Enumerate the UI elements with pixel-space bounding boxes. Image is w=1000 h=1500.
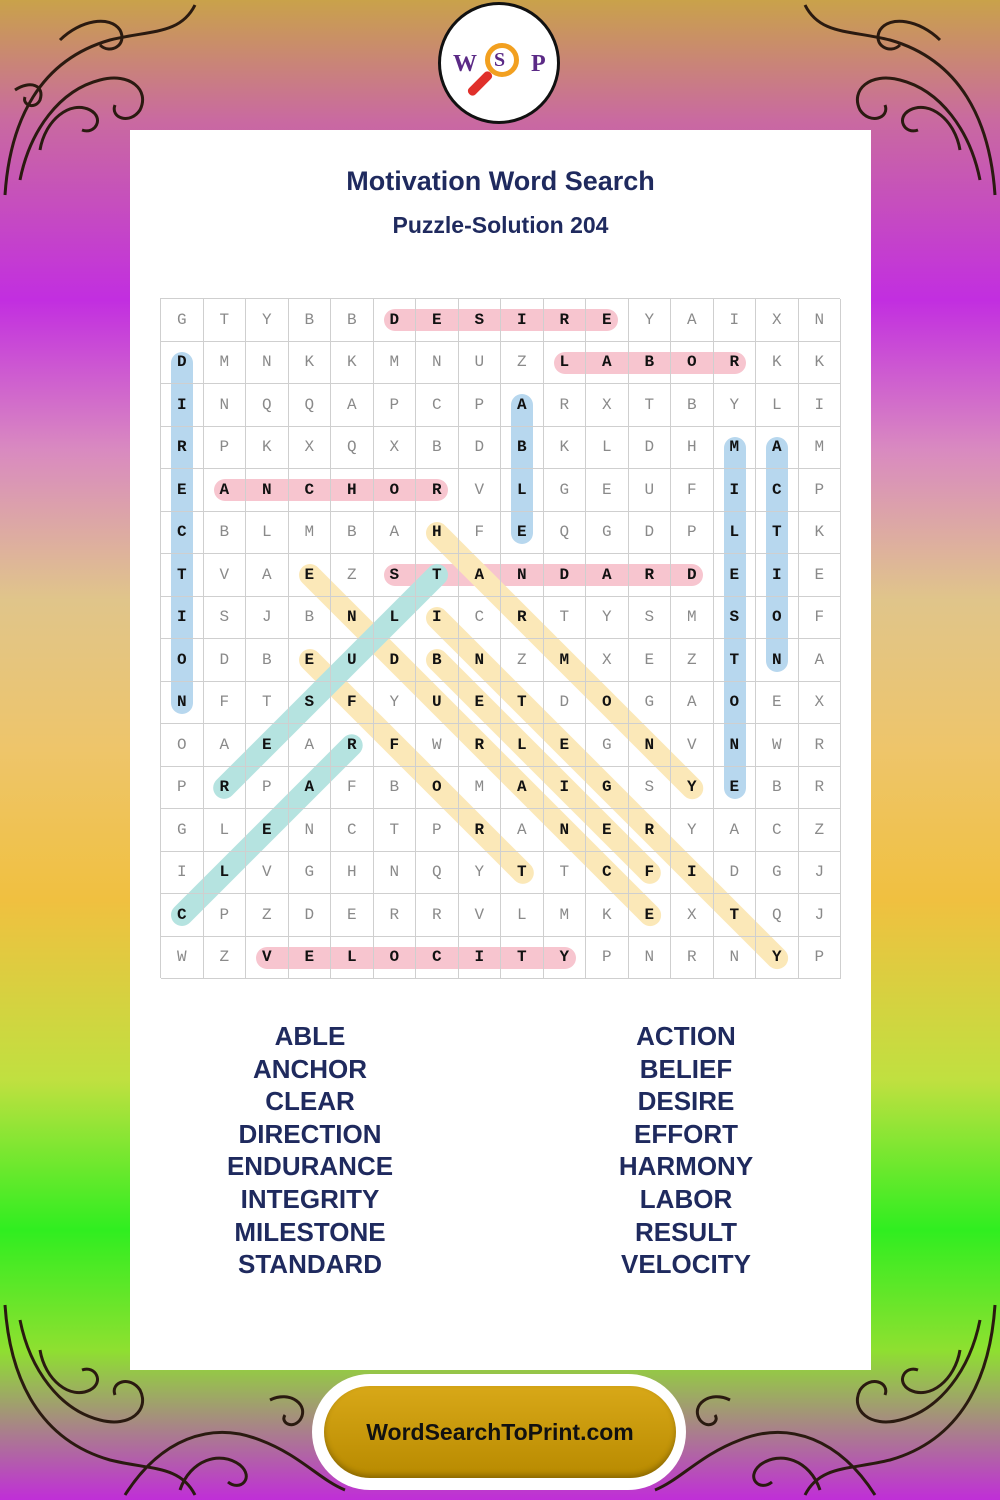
- grid-cell: V: [459, 469, 502, 512]
- grid-cell: Z: [501, 639, 544, 682]
- grid-cell: M: [671, 597, 714, 640]
- grid-cell: G: [629, 682, 672, 725]
- grid-cell: N: [416, 342, 459, 385]
- grid-cell: A: [586, 554, 629, 597]
- grid-cell: R: [544, 384, 587, 427]
- grid-cell: M: [289, 512, 332, 555]
- grid-cell: L: [756, 384, 799, 427]
- grid-cell: D: [629, 427, 672, 470]
- grid-cell: K: [246, 427, 289, 470]
- grid-cell: C: [331, 809, 374, 852]
- grid-cell: X: [799, 682, 842, 725]
- grid-cell: D: [204, 639, 247, 682]
- grid-cell: U: [459, 342, 502, 385]
- grid-cell: D: [161, 342, 204, 385]
- grid-cell: H: [671, 427, 714, 470]
- grid-cell: M: [799, 427, 842, 470]
- grid-cell: Y: [756, 937, 799, 980]
- grid-cell: T: [756, 512, 799, 555]
- grid-cell: F: [204, 682, 247, 725]
- grid-cell: G: [289, 852, 332, 895]
- grid-cell: N: [714, 724, 757, 767]
- word-list-item: ENDURANCE: [226, 1151, 394, 1182]
- grid-cell: A: [586, 342, 629, 385]
- grid-cell: K: [799, 342, 842, 385]
- grid-cell: K: [799, 512, 842, 555]
- grid-cell: F: [671, 469, 714, 512]
- grid-cell: I: [501, 299, 544, 342]
- grid-cell: T: [161, 554, 204, 597]
- grid-cell: F: [629, 852, 672, 895]
- grid-cell: E: [161, 469, 204, 512]
- grid-cell: A: [204, 724, 247, 767]
- grid-cell: T: [544, 597, 587, 640]
- grid-cell: Z: [799, 809, 842, 852]
- grid-cell: P: [799, 469, 842, 512]
- grid-cell: R: [714, 342, 757, 385]
- grid-cell: O: [714, 682, 757, 725]
- grid-cell: E: [459, 682, 502, 725]
- grid-cell: Z: [246, 894, 289, 937]
- grid-cell: A: [671, 299, 714, 342]
- word-list-right: [506, 1020, 866, 1281]
- grid-cell: A: [501, 809, 544, 852]
- grid-cell: O: [161, 724, 204, 767]
- word-list-item: VELOCITY: [620, 1249, 751, 1280]
- grid-cell: A: [289, 767, 332, 810]
- grid-cell: A: [374, 512, 417, 555]
- grid-cell: N: [204, 384, 247, 427]
- grid-cell: L: [374, 597, 417, 640]
- grid-cell: A: [246, 554, 289, 597]
- grid-cell: R: [799, 724, 842, 767]
- grid-cell: A: [331, 384, 374, 427]
- grid-cell: M: [374, 342, 417, 385]
- grid-cell: N: [501, 554, 544, 597]
- grid-cell: E: [714, 554, 757, 597]
- word-list-item: EFFORT: [634, 1118, 738, 1149]
- grid-cell: P: [671, 512, 714, 555]
- grid-cell: B: [289, 299, 332, 342]
- grid-cell: J: [799, 894, 842, 937]
- grid-cell: J: [799, 852, 842, 895]
- grid-cell: U: [331, 639, 374, 682]
- grid-cell: C: [756, 809, 799, 852]
- grid-cell: P: [374, 384, 417, 427]
- letter-grid: [160, 298, 840, 978]
- grid-cell: P: [586, 937, 629, 980]
- grid-cell: R: [204, 767, 247, 810]
- grid-cell: E: [246, 724, 289, 767]
- grid-cell: N: [331, 597, 374, 640]
- grid-cell: M: [459, 767, 502, 810]
- grid-cell: T: [416, 554, 459, 597]
- grid-cell: R: [799, 767, 842, 810]
- grid-cell: C: [416, 384, 459, 427]
- grid-cell: K: [544, 427, 587, 470]
- puzzle-card: [130, 130, 871, 1370]
- grid-cell: T: [544, 852, 587, 895]
- grid-cell: N: [629, 724, 672, 767]
- grid-cell: D: [671, 554, 714, 597]
- grid-cell: E: [289, 554, 332, 597]
- grid-cell: Y: [586, 597, 629, 640]
- grid-cell: G: [586, 512, 629, 555]
- grid-cell: I: [544, 767, 587, 810]
- grid-cell: B: [629, 342, 672, 385]
- grid-cell: H: [331, 852, 374, 895]
- grid-cell: E: [331, 894, 374, 937]
- grid-cell: G: [544, 469, 587, 512]
- grid-cell: O: [416, 767, 459, 810]
- grid-cell: B: [756, 767, 799, 810]
- word-list-item: BELIEF: [639, 1053, 733, 1084]
- grid-cell: X: [374, 427, 417, 470]
- grid-cell: Y: [671, 809, 714, 852]
- grid-cell: B: [501, 427, 544, 470]
- grid-cell: E: [756, 682, 799, 725]
- grid-cell: R: [459, 809, 502, 852]
- grid-cell: V: [204, 554, 247, 597]
- grid-cell: V: [671, 724, 714, 767]
- grid-cell: L: [501, 894, 544, 937]
- grid-cell: E: [289, 639, 332, 682]
- grid-cell: O: [374, 469, 417, 512]
- grid-cell: D: [544, 554, 587, 597]
- grid-cell: D: [289, 894, 332, 937]
- grid-cell: B: [204, 512, 247, 555]
- grid-cell: I: [459, 937, 502, 980]
- grid-cell: A: [671, 682, 714, 725]
- grid-cell: B: [246, 639, 289, 682]
- grid-cell: N: [246, 342, 289, 385]
- grid-cell: O: [671, 342, 714, 385]
- grid-cell: E: [416, 299, 459, 342]
- grid-cell: M: [204, 342, 247, 385]
- grid-cell: F: [799, 597, 842, 640]
- grid-cell: Z: [671, 639, 714, 682]
- grid-cell: W: [756, 724, 799, 767]
- grid-cell: G: [161, 299, 204, 342]
- grid-cell: U: [629, 469, 672, 512]
- grid-cell: L: [204, 852, 247, 895]
- site-logo[interactable]: [438, 2, 560, 124]
- grid-cell: R: [544, 299, 587, 342]
- grid-cell: R: [161, 427, 204, 470]
- grid-cell: C: [161, 512, 204, 555]
- word-list-item: INTEGRITY: [240, 1183, 380, 1214]
- grid-cell: F: [374, 724, 417, 767]
- grid-cell: E: [586, 469, 629, 512]
- grid-cell: N: [161, 682, 204, 725]
- grid-cell: L: [586, 427, 629, 470]
- grid-cell: E: [799, 554, 842, 597]
- grid-cell: Y: [629, 299, 672, 342]
- grid-cell: F: [331, 682, 374, 725]
- grid-cell: D: [459, 427, 502, 470]
- grid-cell: S: [204, 597, 247, 640]
- grid-cell: P: [799, 937, 842, 980]
- grid-cell: A: [501, 384, 544, 427]
- grid-cell: W: [416, 724, 459, 767]
- grid-cell: B: [416, 427, 459, 470]
- grid-cell: H: [416, 512, 459, 555]
- grid-cell: B: [416, 639, 459, 682]
- grid-cell: H: [331, 469, 374, 512]
- page-title: Motivation Word Search: [346, 166, 655, 196]
- word-list-item: RESULT: [634, 1216, 738, 1247]
- word-list-item: STANDARD: [238, 1249, 382, 1280]
- grid-cell: N: [756, 639, 799, 682]
- grid-cell: C: [416, 937, 459, 980]
- grid-cell: F: [459, 512, 502, 555]
- grid-cell: A: [714, 809, 757, 852]
- grid-cell: X: [671, 894, 714, 937]
- grid-cell: Y: [246, 299, 289, 342]
- grid-cell: S: [459, 299, 502, 342]
- grid-cell: A: [289, 724, 332, 767]
- grid-cell: V: [459, 894, 502, 937]
- grid-cell: P: [161, 767, 204, 810]
- grid-cell: P: [416, 809, 459, 852]
- grid-cell: S: [374, 554, 417, 597]
- grid-cell: G: [161, 809, 204, 852]
- grid-cell: Y: [671, 767, 714, 810]
- grid-cell: P: [204, 427, 247, 470]
- grid-cell: O: [161, 639, 204, 682]
- grid-cell: P: [204, 894, 247, 937]
- grid-cell: E: [586, 809, 629, 852]
- grid-cell: L: [331, 937, 374, 980]
- grid-cell: T: [629, 384, 672, 427]
- grid-cell: G: [586, 767, 629, 810]
- word-list-item: ANCHOR: [252, 1053, 368, 1084]
- grid-cell: Z: [501, 342, 544, 385]
- grid-cell: E: [714, 767, 757, 810]
- grid-cell: D: [374, 639, 417, 682]
- grid-cell: V: [246, 937, 289, 980]
- grid-cell: I: [161, 852, 204, 895]
- grid-cell: M: [714, 427, 757, 470]
- word-list-item: ABLE: [274, 1021, 346, 1051]
- grid-cell: T: [374, 809, 417, 852]
- grid-cell: Q: [544, 512, 587, 555]
- grid-cell: W: [161, 937, 204, 980]
- grid-cell: X: [756, 299, 799, 342]
- grid-cell: I: [756, 554, 799, 597]
- grid-cell: L: [204, 809, 247, 852]
- grid-cell: R: [501, 597, 544, 640]
- word-list-item: DIRECTION: [238, 1118, 382, 1149]
- grid-cell: Q: [756, 894, 799, 937]
- word-list-item: LABOR: [639, 1183, 733, 1214]
- grid-cell: S: [629, 767, 672, 810]
- grid-cell: T: [501, 682, 544, 725]
- grid-cell: L: [501, 724, 544, 767]
- grid-cell: I: [161, 384, 204, 427]
- grid-cell: R: [331, 724, 374, 767]
- grid-cell: C: [586, 852, 629, 895]
- word-list-item: CLEAR: [265, 1086, 355, 1117]
- grid-cell: G: [756, 852, 799, 895]
- grid-cell: D: [629, 512, 672, 555]
- grid-cell: T: [246, 682, 289, 725]
- grid-cell: C: [289, 469, 332, 512]
- grid-cell: R: [629, 809, 672, 852]
- site-link-button[interactable]: WordSearchToPrint.com: [324, 1386, 676, 1478]
- grid-cell: L: [544, 342, 587, 385]
- grid-cell: C: [161, 894, 204, 937]
- grid-cell: M: [544, 894, 587, 937]
- grid-cell: B: [331, 512, 374, 555]
- grid-cell: Q: [246, 384, 289, 427]
- grid-cell: R: [416, 894, 459, 937]
- page-subtitle: Puzzle-Solution 204: [392, 212, 609, 238]
- grid-cell: L: [714, 512, 757, 555]
- logo-letter-w: W: [453, 51, 477, 77]
- grid-cell: Q: [289, 384, 332, 427]
- grid-cell: E: [629, 894, 672, 937]
- grid-cell: I: [416, 597, 459, 640]
- grid-cell: S: [714, 597, 757, 640]
- word-list-item: HARMONY: [618, 1151, 754, 1182]
- grid-cell: O: [586, 682, 629, 725]
- grid-cell: E: [544, 724, 587, 767]
- grid-cell: A: [459, 554, 502, 597]
- word-list-item: ACTION: [636, 1021, 736, 1051]
- grid-cell: N: [544, 809, 587, 852]
- grid-cell: D: [714, 852, 757, 895]
- logo-letter-s: S: [494, 49, 506, 71]
- grid-cell: E: [246, 809, 289, 852]
- grid-cell: C: [459, 597, 502, 640]
- grid-cell: Y: [714, 384, 757, 427]
- grid-cell: I: [799, 384, 842, 427]
- grid-cell: G: [586, 724, 629, 767]
- grid-cell: Q: [416, 852, 459, 895]
- grid-cell: A: [799, 639, 842, 682]
- grid-cell: D: [374, 299, 417, 342]
- grid-cell: A: [501, 767, 544, 810]
- grid-cell: T: [714, 894, 757, 937]
- word-list-left: [130, 1020, 490, 1281]
- grid-cell: T: [714, 639, 757, 682]
- grid-cell: K: [289, 342, 332, 385]
- grid-cell: R: [416, 469, 459, 512]
- grid-cell: T: [204, 299, 247, 342]
- grid-cell: K: [586, 894, 629, 937]
- grid-cell: S: [289, 682, 332, 725]
- word-list-item: MILESTONE: [234, 1216, 386, 1247]
- grid-cell: T: [501, 852, 544, 895]
- grid-cell: O: [756, 597, 799, 640]
- grid-cell: R: [671, 937, 714, 980]
- grid-cell: J: [246, 597, 289, 640]
- grid-cell: N: [459, 639, 502, 682]
- grid-cell: N: [289, 809, 332, 852]
- grid-cell: R: [629, 554, 672, 597]
- grid-cell: N: [714, 937, 757, 980]
- grid-cell: U: [416, 682, 459, 725]
- grid-cell: B: [289, 597, 332, 640]
- grid-cell: R: [459, 724, 502, 767]
- grid-cell: X: [586, 639, 629, 682]
- grid-cell: E: [501, 512, 544, 555]
- grid-cell: Y: [544, 937, 587, 980]
- grid-cell: E: [586, 299, 629, 342]
- word-list-item: DESIRE: [637, 1086, 735, 1117]
- grid-cell: S: [629, 597, 672, 640]
- grid-cell: F: [331, 767, 374, 810]
- grid-cell: N: [246, 469, 289, 512]
- logo-letter-p: P: [531, 51, 546, 77]
- grid-cell: P: [459, 384, 502, 427]
- grid-cell: X: [289, 427, 332, 470]
- grid-cell: I: [161, 597, 204, 640]
- grid-cell: Z: [204, 937, 247, 980]
- grid-cell: K: [331, 342, 374, 385]
- grid-cell: D: [544, 682, 587, 725]
- grid-cell: L: [246, 512, 289, 555]
- grid-cell: A: [756, 427, 799, 470]
- grid-cell: K: [756, 342, 799, 385]
- grid-cell: N: [629, 937, 672, 980]
- grid-cell: E: [629, 639, 672, 682]
- grid-cell: R: [374, 894, 417, 937]
- grid-cell: P: [246, 767, 289, 810]
- grid-cell: C: [756, 469, 799, 512]
- grid-cell: N: [799, 299, 842, 342]
- grid-cell: L: [501, 469, 544, 512]
- grid-cell: X: [586, 384, 629, 427]
- grid-cell: O: [374, 937, 417, 980]
- grid-cell: I: [671, 852, 714, 895]
- grid-cell: N: [374, 852, 417, 895]
- grid-cell: Z: [331, 554, 374, 597]
- grid-cell: A: [204, 469, 247, 512]
- grid-cell: Y: [374, 682, 417, 725]
- grid-cell: I: [714, 469, 757, 512]
- grid-cell: B: [374, 767, 417, 810]
- grid-cell: V: [246, 852, 289, 895]
- grid-cell: M: [544, 639, 587, 682]
- grid-cell: T: [501, 937, 544, 980]
- grid-cell: B: [671, 384, 714, 427]
- grid-cell: Q: [331, 427, 374, 470]
- grid-cell: E: [289, 937, 332, 980]
- grid-cell: B: [331, 299, 374, 342]
- grid-cell: I: [714, 299, 757, 342]
- grid-cell: Y: [459, 852, 502, 895]
